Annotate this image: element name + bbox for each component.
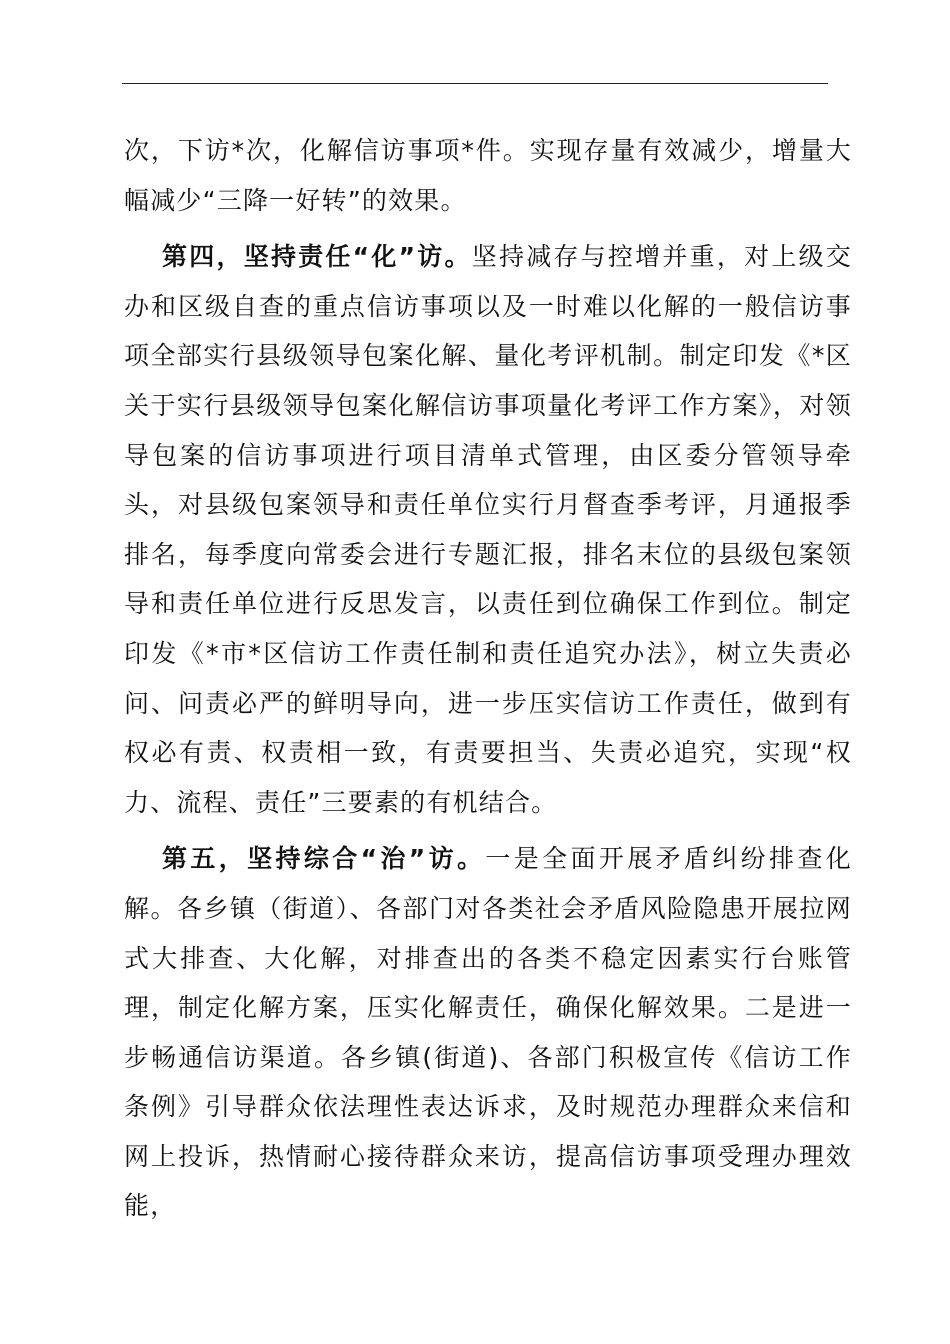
paragraph-fifth-text: 一是全面开展矛盾纠纷排查化解。各乡镇（街道）、各部门对各类社会矛盾风险隐患开展拉网式大排查、大化解，对排查出的各类不稳定因素实行台账管理，制定化解方案，压实化解责任，确保化解效果。二是进一步畅通信访渠道。各乡镇(街道)、各部门积极宣传《信访工作条例》引导群众依法理性表达诉求，及时规范办理群众来信和网上投诉，热情耐心接待群众来访，提高信访事项受理办理效能，: [124, 844, 852, 1221]
paragraph-fifth: [124, 834, 852, 1231]
paragraph-continuation-text: 次，下访*次，化解信访事项*件。实现存量有效减少，增量大幅减少“三降一好转”的效果。: [124, 136, 852, 215]
header-rule: [122, 83, 828, 84]
paragraph-continuation: [124, 126, 852, 225]
document-body: [124, 126, 852, 1231]
paragraph-fourth-heading: 第四，坚持责任“化”访。: [162, 242, 472, 272]
paragraph-fifth-heading: 第五，坚持综合“治”访。: [162, 844, 486, 874]
paragraph-fourth: [124, 232, 852, 827]
paragraph-fourth-text: 坚持减存与控增并重，对上级交办和区级自查的重点信访事项以及一时难以化解的一般信访事项全部实行县级领导包案化解、量化考评机制。制定印发《*区关于实行县级领导包案化解信访事项量化考评工作方案》，对领导包案的信访事项进行项目清单式管理，由区委分管领导牵头，对县级包案领导和责任单位实行月督查季考评，月通报季排名，每季度向常委会进行专题汇报，排名末位的县级包案领导和责任单位进行反思发言，以责任到位确保工作到位。制定印发《*市*区信访工作责任制和责任追究办法》，树立失责必问、问责必严的鲜明导向，进一步压实信访工作责任，做到有权必有责、权责相一致，有责要担当、失责必追究，实现“权力、流程、责任”三要素的有机结合。: [124, 242, 852, 817]
